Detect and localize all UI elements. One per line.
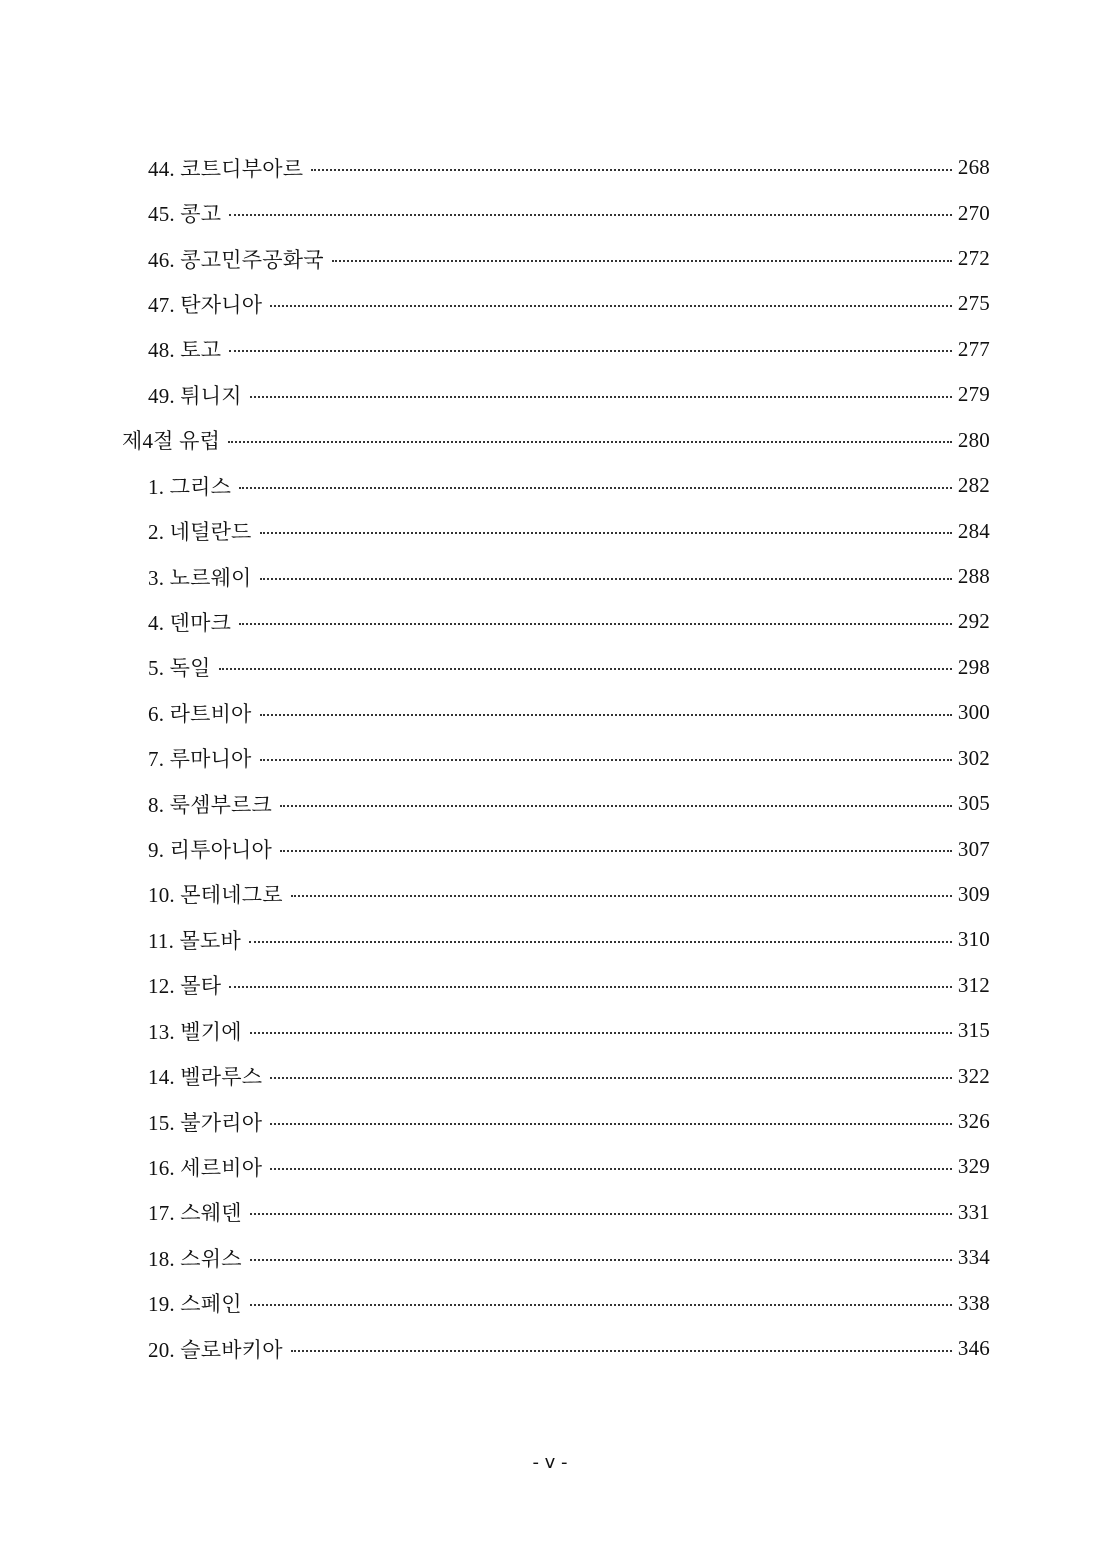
- toc-entry-title: 3. 노르웨이: [148, 565, 252, 590]
- dot-leader: [250, 1304, 952, 1306]
- dot-leader: [260, 578, 952, 580]
- page-number: - v -: [532, 1452, 568, 1473]
- dot-leader: [311, 169, 952, 171]
- toc-entry[interactable]: [0, 190, 1100, 235]
- toc-entry-title: 18. 스위스: [148, 1246, 242, 1271]
- toc-entry-title: 11. 몰도바: [148, 928, 241, 953]
- toc-entry[interactable]: [0, 735, 1100, 780]
- toc-entry-title: 49. 튀니지: [148, 383, 242, 408]
- dot-leader: [229, 350, 952, 352]
- dot-leader: [239, 623, 952, 625]
- toc-entry-page: 279: [957, 382, 990, 407]
- toc-entry[interactable]: [0, 1008, 1100, 1053]
- toc-entry[interactable]: [0, 1235, 1100, 1280]
- toc-entry[interactable]: [0, 781, 1100, 826]
- toc-section-heading[interactable]: [0, 418, 1100, 463]
- toc-entry-page: 322: [957, 1063, 990, 1088]
- dot-leader: [249, 941, 952, 943]
- dot-leader: [250, 396, 952, 398]
- toc-entry[interactable]: [0, 1099, 1100, 1144]
- toc-entry-page: 331: [957, 1199, 990, 1224]
- toc-entry[interactable]: [0, 327, 1100, 372]
- toc-entry-page: 277: [957, 336, 990, 361]
- toc-entry[interactable]: [0, 963, 1100, 1008]
- table-of-contents: [0, 145, 1100, 1371]
- dot-leader: [250, 1259, 952, 1261]
- dot-leader: [270, 1168, 952, 1170]
- toc-entry-title: 1. 그리스: [148, 474, 232, 499]
- toc-entry-title: 10. 몬테네그로: [148, 883, 283, 908]
- toc-entry-title: 12. 몰타: [148, 974, 222, 999]
- toc-entry[interactable]: [0, 599, 1100, 644]
- dot-leader: [239, 487, 952, 489]
- toc-entry-page: 309: [957, 881, 990, 906]
- toc-entry[interactable]: [0, 145, 1100, 190]
- toc-entry-page: 310: [957, 927, 990, 952]
- toc-entry-title: 7. 루마니아: [148, 747, 252, 772]
- toc-entry-page: 334: [957, 1245, 990, 1270]
- toc-entry-title: 6. 라트비아: [148, 701, 252, 726]
- toc-entry-title: 9. 리투아니아: [148, 838, 273, 863]
- toc-entry-page: 307: [957, 836, 990, 861]
- dot-leader: [260, 532, 952, 534]
- toc-entry-title: 19. 스페인: [148, 1292, 242, 1317]
- toc-entry-title: 8. 룩셈부르크: [148, 792, 273, 817]
- dot-leader: [229, 214, 952, 216]
- toc-entry[interactable]: [0, 508, 1100, 553]
- toc-entry[interactable]: [0, 1281, 1100, 1326]
- toc-entry[interactable]: [0, 372, 1100, 417]
- toc-entry[interactable]: [0, 645, 1100, 690]
- dot-leader: [219, 668, 952, 670]
- dot-leader: [260, 714, 952, 716]
- toc-entry-page: 298: [957, 654, 990, 679]
- toc-entry-page: 338: [957, 1290, 990, 1315]
- dot-leader: [291, 1350, 952, 1352]
- toc-entry-page: 268: [957, 155, 990, 180]
- toc-entry[interactable]: [0, 236, 1100, 281]
- toc-entry-page: 329: [957, 1154, 990, 1179]
- dot-leader: [260, 759, 952, 761]
- toc-entry[interactable]: [0, 690, 1100, 735]
- toc-entry-page: 284: [957, 518, 990, 543]
- toc-entry[interactable]: [0, 1053, 1100, 1098]
- toc-entry-page: 270: [957, 200, 990, 225]
- toc-entry-title: 44. 코트디부아르: [148, 156, 304, 181]
- dot-leader: [228, 441, 952, 443]
- toc-entry-title: 14. 벨라루스: [148, 1065, 263, 1090]
- dot-leader: [250, 1213, 952, 1215]
- dot-leader: [229, 986, 952, 988]
- toc-entry-title: 46. 콩고민주공화국: [148, 247, 324, 272]
- toc-entry-page: 302: [957, 745, 990, 770]
- toc-entry-page: 305: [957, 791, 990, 816]
- toc-entry-page: 326: [957, 1109, 990, 1134]
- dot-leader: [280, 850, 952, 852]
- dot-leader: [270, 1077, 952, 1079]
- toc-entry-page: 292: [957, 609, 990, 634]
- dot-leader: [270, 1123, 952, 1125]
- toc-entry-title: 15. 불가리아: [148, 1110, 263, 1135]
- toc-entry-page: 346: [957, 1336, 990, 1361]
- toc-entry-page: 280: [957, 427, 990, 452]
- toc-entry[interactable]: [0, 1144, 1100, 1189]
- toc-entry-title: 13. 벨기에: [148, 1019, 242, 1044]
- toc-entry-title: 2. 네덜란드: [148, 520, 252, 545]
- toc-entry[interactable]: [0, 463, 1100, 508]
- dot-leader: [270, 305, 952, 307]
- toc-entry[interactable]: [0, 281, 1100, 326]
- toc-section-title: 제4절 유럽: [122, 429, 221, 454]
- toc-entry-title: 16. 세르비아: [148, 1155, 263, 1180]
- toc-entry-title: 47. 탄자니아: [148, 292, 263, 317]
- toc-entry-page: 288: [957, 564, 990, 588]
- toc-entry[interactable]: [0, 554, 1100, 599]
- toc-entry[interactable]: [0, 826, 1100, 871]
- toc-entry-page: 315: [957, 1018, 990, 1043]
- toc-entry[interactable]: [0, 872, 1100, 917]
- toc-entry-page: 300: [957, 700, 990, 725]
- toc-entry-page: 272: [957, 246, 990, 271]
- toc-entry-title: 48. 토고: [148, 338, 222, 363]
- toc-entry-title: 17. 스웨덴: [148, 1201, 242, 1226]
- toc-entry-page: 282: [957, 473, 990, 498]
- toc-entry[interactable]: [0, 1190, 1100, 1235]
- toc-entry-title: 4. 덴마크: [148, 610, 232, 635]
- toc-entry-title: 5. 독일: [148, 656, 211, 681]
- toc-entry-title: 45. 콩고: [148, 202, 222, 227]
- dot-leader: [291, 895, 952, 897]
- dot-leader: [250, 1032, 952, 1034]
- toc-entry-page: 312: [957, 972, 990, 997]
- toc-entry-page: 275: [957, 291, 990, 316]
- toc-entry-title: 20. 슬로바키아: [148, 1337, 283, 1362]
- dot-leader: [280, 805, 952, 807]
- dot-leader: [332, 260, 952, 262]
- toc-entry[interactable]: [0, 1326, 1100, 1371]
- toc-entry[interactable]: [0, 917, 1100, 962]
